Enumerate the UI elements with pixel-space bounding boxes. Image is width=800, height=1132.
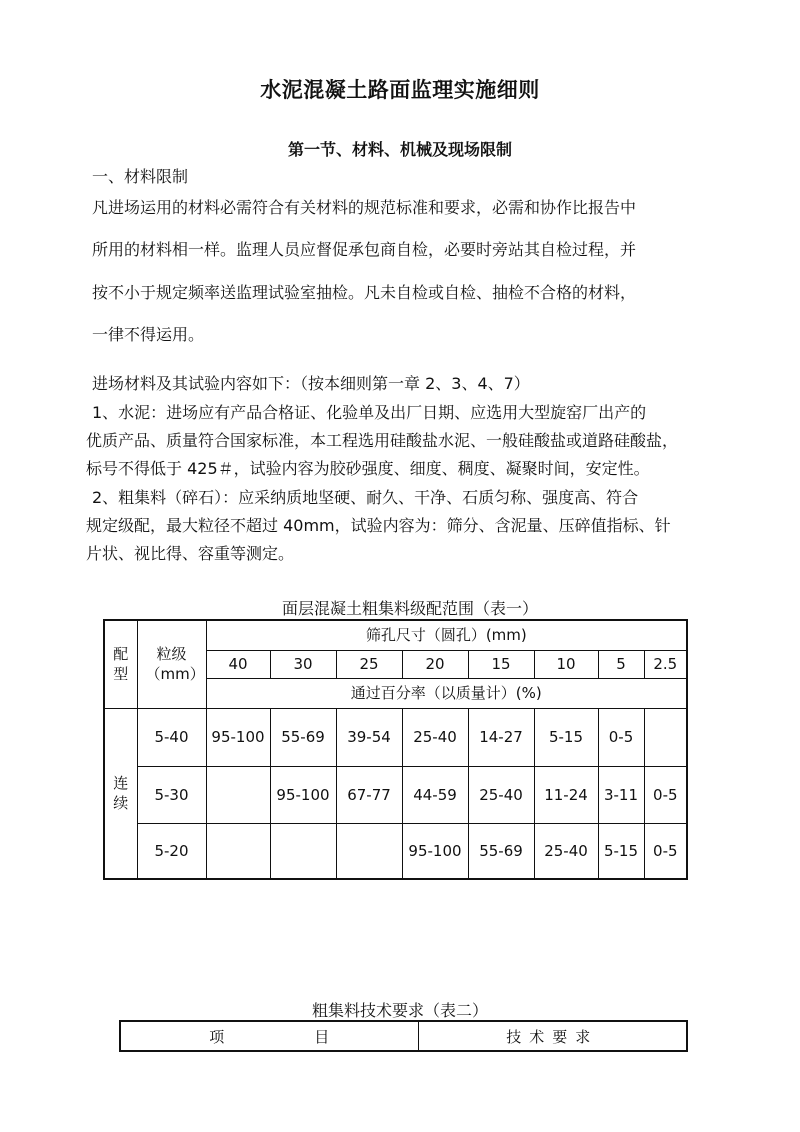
intro-line: 进场材料及其试验内容如下：（按本细则第一章 2、3、4、7） bbox=[92, 374, 530, 393]
cement-line: 标号不得低于 425＃，试验内容为胶砂强度、细度、稠度、凝聚时间，安定性。 bbox=[86, 459, 650, 478]
table-cell: 25-40 bbox=[468, 766, 534, 823]
table-cell: 0-5 bbox=[644, 823, 687, 879]
aggregate-line: 规定级配，最大粒径不超过 40mm，试验内容为：筛分、含泥量、压碎值指标、针 bbox=[86, 516, 671, 535]
sieve-size: 10 bbox=[534, 650, 598, 678]
table-cell bbox=[336, 823, 402, 879]
table-cell: 39-54 bbox=[336, 708, 402, 766]
sieve-size: 40 bbox=[206, 650, 270, 678]
row-size: 5-40 bbox=[137, 708, 206, 766]
header-item: 项 目 bbox=[120, 1021, 418, 1051]
section-title: 第一节、材料、机械及现场限制 bbox=[287, 140, 512, 159]
table-cell: 25-40 bbox=[534, 823, 598, 879]
paragraph-line: 凡进场运用的材料必需符合有关材料的规范标准和要求，必需和协作比报告中 bbox=[92, 198, 637, 217]
table-cell: 67-77 bbox=[336, 766, 402, 823]
aggregate-line: 片状、视比得、容重等测定。 bbox=[86, 544, 295, 563]
table-cell: 5-15 bbox=[534, 708, 598, 766]
row-size: 5-30 bbox=[137, 766, 206, 823]
table-cell: 44-59 bbox=[402, 766, 468, 823]
sub-heading: 一、材料限制 bbox=[92, 167, 189, 186]
table-cell: 95-100 bbox=[402, 823, 468, 879]
sieve-size: 30 bbox=[270, 650, 336, 678]
header-sieve: 筛孔尺寸（圆孔）(mm) bbox=[206, 620, 687, 650]
table-cell: 11-24 bbox=[534, 766, 598, 823]
table1-caption: 面层混凝土粗集料级配范围（表一） bbox=[281, 599, 538, 618]
paragraph-line: 一律不得运用。 bbox=[92, 325, 205, 344]
header-requirement: 技术要求 bbox=[418, 1021, 687, 1051]
table-cell: 14-27 bbox=[468, 708, 534, 766]
sieve-size: 2.5 bbox=[644, 650, 687, 678]
table-cell bbox=[644, 708, 687, 766]
table-cell: 3-11 bbox=[598, 766, 644, 823]
document-title: 水泥混凝土路面监理实施细则 bbox=[260, 78, 540, 102]
table-cell: 95-100 bbox=[270, 766, 336, 823]
sieve-size: 25 bbox=[336, 650, 402, 678]
cement-line: 1、水泥：进场应有产品合格证、化验单及出厂日期、应选用大型旋窑厂出产的 bbox=[92, 403, 647, 422]
aggregate-line: 2、粗集料（碎石）：应采纳质地坚硬、耐久、干净、石质匀称、强度高、符合 bbox=[92, 488, 639, 507]
requirements-table bbox=[119, 1020, 688, 1052]
header-pass: 通过百分率（以质量计）(%) bbox=[206, 678, 687, 708]
table-cell: 25-40 bbox=[402, 708, 468, 766]
table-cell: 55-69 bbox=[270, 708, 336, 766]
sieve-size: 5 bbox=[598, 650, 644, 678]
table-cell: 0-5 bbox=[644, 766, 687, 823]
row-size: 5-20 bbox=[137, 823, 206, 879]
sieve-size: 20 bbox=[402, 650, 468, 678]
cement-line: 优质产品、质量符合国家标准，本工程选用硅酸盐水泥、一般硅酸盐或道路硅酸盐， bbox=[86, 431, 679, 450]
table-cell bbox=[206, 823, 270, 879]
grading-table bbox=[103, 619, 688, 880]
table-cell: 0-5 bbox=[598, 708, 644, 766]
table-cell: 95-100 bbox=[206, 708, 270, 766]
header-grading: 配型 bbox=[104, 620, 137, 708]
table-cell: 5-15 bbox=[598, 823, 644, 879]
sieve-size: 15 bbox=[468, 650, 534, 678]
paragraph-line: 所用的材料相一样。监理人员应督促承包商自检，必要时旁站其自检过程，并 bbox=[92, 240, 637, 259]
paragraph-line: 按不小于规定频率送监理试验室抽检。凡未自检或自检、抽检不合格的材料， bbox=[92, 283, 637, 302]
table-cell bbox=[270, 823, 336, 879]
table2-caption: 粗集料技术要求（表二） bbox=[311, 1001, 488, 1020]
table-cell bbox=[206, 766, 270, 823]
group-label: 连续 bbox=[104, 708, 137, 879]
table-cell: 55-69 bbox=[468, 823, 534, 879]
header-size: 粒级（mm） bbox=[137, 620, 206, 708]
